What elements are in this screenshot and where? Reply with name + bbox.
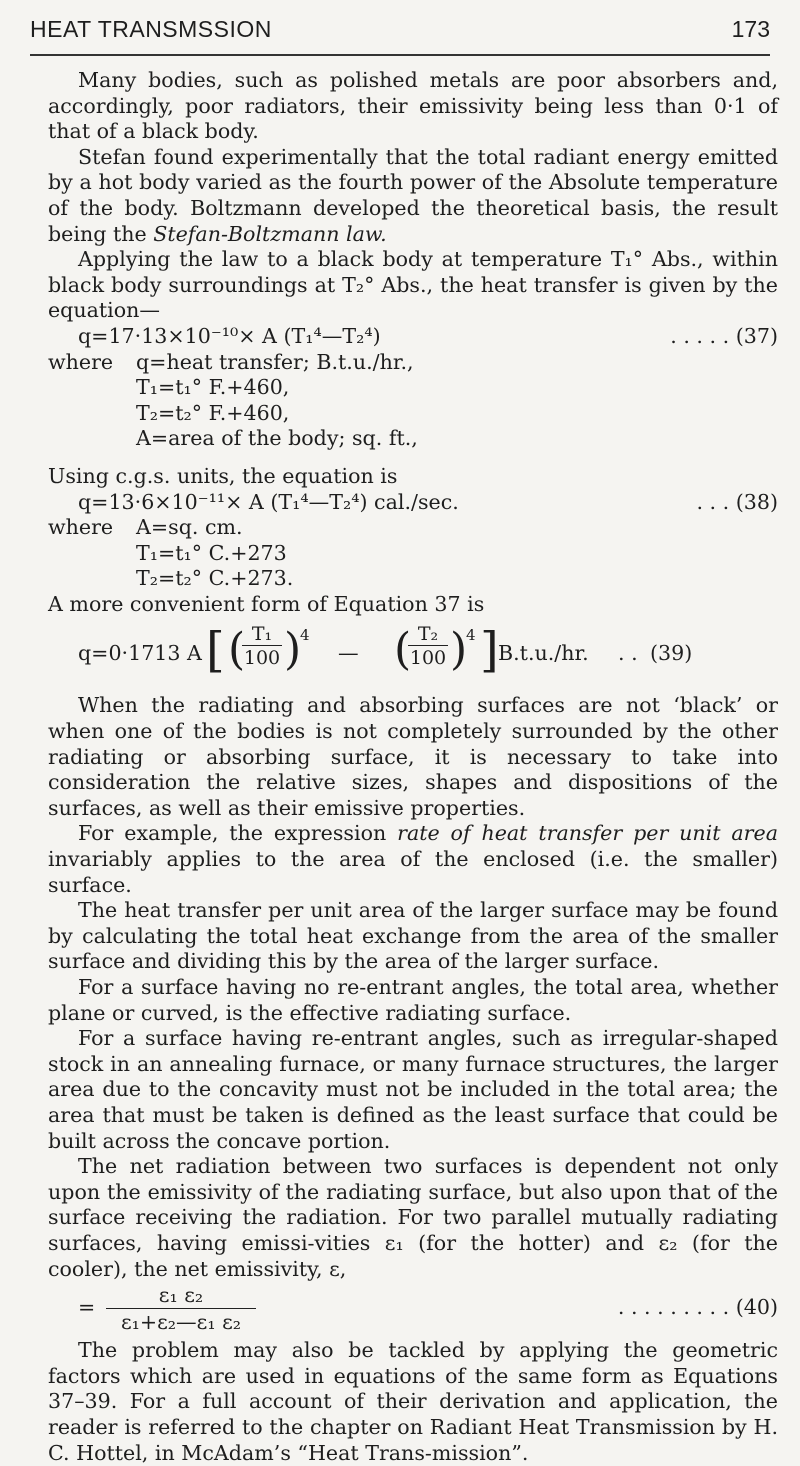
equation-39-paren: ) bbox=[284, 624, 302, 676]
equation-39-minus: — bbox=[338, 641, 359, 666]
equation-38 bbox=[48, 490, 778, 516]
equation-40-number bbox=[618, 1295, 778, 1321]
equation-39-denominator-1: 100 bbox=[243, 647, 281, 670]
definition-q: q=heat transfer; B.t.u./hr., bbox=[136, 349, 414, 374]
where-label: where bbox=[48, 349, 114, 374]
equation-40-label: (40) bbox=[735, 1295, 778, 1320]
where-label: where bbox=[48, 515, 114, 540]
equation-39 bbox=[48, 623, 778, 685]
equation-40-numerator: ε₁ ε₂ bbox=[106, 1282, 256, 1309]
for-example-term: rate of heat transfer per unit area bbox=[397, 821, 778, 846]
equation-40-denominator: ε₁+ε₂—ε₁ ε₂ bbox=[120, 1310, 242, 1335]
definition-t1-c: T₁=t₁° C.+273 bbox=[136, 540, 287, 565]
paragraph-convenient-form: A more convenient form of Equation 37 is bbox=[48, 591, 485, 616]
equation-38-dots: . . . bbox=[696, 489, 730, 514]
paragraph-applying-law: Applying the law to a black body at temperature T₁° Abs., within black body surroundings at T₂° Abs., the heat transfer is given by the equation— bbox=[48, 247, 778, 323]
equation-39-paren: ) bbox=[450, 624, 468, 676]
paragraph-reentrant: For a surface having re-entrant angles, such as irregular-shaped stock in an annealing furnace, or many furnace structures, the larger area due to the concavity must not be included in the total area; the area that must be taken is defined as the least surface that could be built across the concave portion. bbox=[48, 1026, 778, 1153]
equation-39-t1: T₁ bbox=[242, 623, 282, 646]
paragraph-no-reentrant: For a surface having no re-entrant angles, the total area, whether plane or curved, is the effective radiating surface. bbox=[48, 975, 778, 1025]
equation-38-number bbox=[696, 490, 778, 516]
equation-37-label: (37) bbox=[735, 323, 778, 348]
for-example-pre: For example, the expression bbox=[78, 821, 398, 846]
for-example-post: invariably applies to the area of the enclosed (i.e. the smaller) surface. bbox=[48, 847, 778, 897]
equation-40-equals: = bbox=[78, 1295, 96, 1320]
equation-40-fraction bbox=[106, 1282, 256, 1335]
equation-38-expression: q=13·6×10⁻¹¹× A (T₁⁴—T₂⁴) cal./sec. bbox=[78, 489, 459, 514]
definition-a: A=area of the body; sq. ft., bbox=[136, 426, 418, 451]
paragraph-for-example bbox=[48, 821, 778, 898]
equation-40 bbox=[48, 1282, 778, 1338]
equation-39-fraction-1 bbox=[242, 623, 282, 670]
page-number: 173 bbox=[731, 16, 770, 42]
page-body bbox=[48, 68, 778, 1466]
paragraph-geometric-factors: The problem may also be tackled by applying the geometric factors which are used in equations of the same form as Equations 37–39. For a full account of their derivation and application, the reader is referred to the chapter on Radiant Heat Transmission by H. C. Hottel, in McAdam’s “Heat Trans-mission”. bbox=[48, 1338, 778, 1465]
equation-39-units: B.t.u./hr. bbox=[498, 641, 589, 666]
paragraph-stefan bbox=[48, 145, 778, 247]
equation-39-close-bracket: ] bbox=[480, 622, 499, 679]
paragraph-larger-surface: The heat transfer per unit area of the larger surface may be found by calculating the total heat exchange from the area of the smaller surface and dividing this by the area of the larger surface. bbox=[48, 898, 778, 974]
where-block-37 bbox=[48, 350, 778, 452]
stefan-boltzmann-law: Stefan-Boltzmann law. bbox=[153, 221, 387, 246]
definition-t1: T₁=t₁° F.+460, bbox=[136, 375, 290, 400]
equation-37 bbox=[48, 324, 778, 350]
equation-39-open-bracket: [ bbox=[206, 622, 225, 679]
equation-39-fraction-2 bbox=[408, 623, 448, 670]
equation-39-power-2: 4 bbox=[466, 626, 476, 645]
paragraph-poor-radiators: Many bodies, such as polished metals are poor absorbers and, accordingly, poor radiators, their emissivity being less than 0·1 of that of a black body. bbox=[48, 68, 778, 144]
equation-37-expression: q=17·13×10⁻¹⁰× A (T₁⁴—T₂⁴) bbox=[78, 323, 381, 348]
stefan-text: Stefan found experimentally that the total radiant energy emitted by a hot body varied as the fourth power of the Absolute temperature of the body. Boltzmann developed the theoretical basis, the result being the bbox=[48, 144, 778, 246]
equation-39-t2: T₂ bbox=[408, 623, 448, 646]
equation-39-dots: . . bbox=[618, 641, 638, 666]
paragraph-net-radiation: The net radiation between two surfaces is dependent not only upon the emissivity of the radiating surface, but also upon that of the surface receiving the radiation. For two parallel mutually radiating surfaces, having emissi-vities ε₁ (for the hotter) and ε₂ (for the cooler), the net emissivity, ε, bbox=[48, 1154, 778, 1281]
equation-37-dots: . . . . . bbox=[670, 323, 730, 348]
equation-39-lhs: q=0·1713 A bbox=[78, 641, 202, 666]
equation-40-dots: . . . . . . . . . bbox=[617, 1295, 730, 1320]
equation-39-denominator-2: 100 bbox=[409, 647, 447, 670]
paragraph-cgs-units: Using c.g.s. units, the equation is bbox=[48, 463, 398, 488]
definition-a-cm: A=sq. cm. bbox=[136, 515, 243, 540]
equation-39-paren: ( bbox=[394, 624, 412, 676]
definition-t2-c: T₂=t₂° C.+273. bbox=[136, 566, 294, 591]
header-rule bbox=[30, 54, 770, 56]
equation-39-paren: ( bbox=[228, 624, 246, 676]
equation-39-number: (39) bbox=[650, 641, 693, 666]
page-header bbox=[30, 14, 770, 54]
paragraph-not-black: When the radiating and absorbing surfaces are not ‘black’ or when one of the bodies is not completely surrounded by the other radiating or absorbing surface, it is necessary to take into consideration the relative sizes, shapes and dispositions of the surfaces, as well as their emissive properties. bbox=[48, 693, 778, 820]
running-head: HEAT TRANSMSSION bbox=[30, 16, 272, 42]
equation-39-power-1: 4 bbox=[300, 626, 310, 645]
equation-37-number bbox=[670, 324, 778, 350]
equation-38-label: (38) bbox=[735, 489, 778, 514]
definition-t2: T₂=t₂° F.+460, bbox=[136, 400, 290, 425]
where-block-38 bbox=[48, 515, 778, 592]
